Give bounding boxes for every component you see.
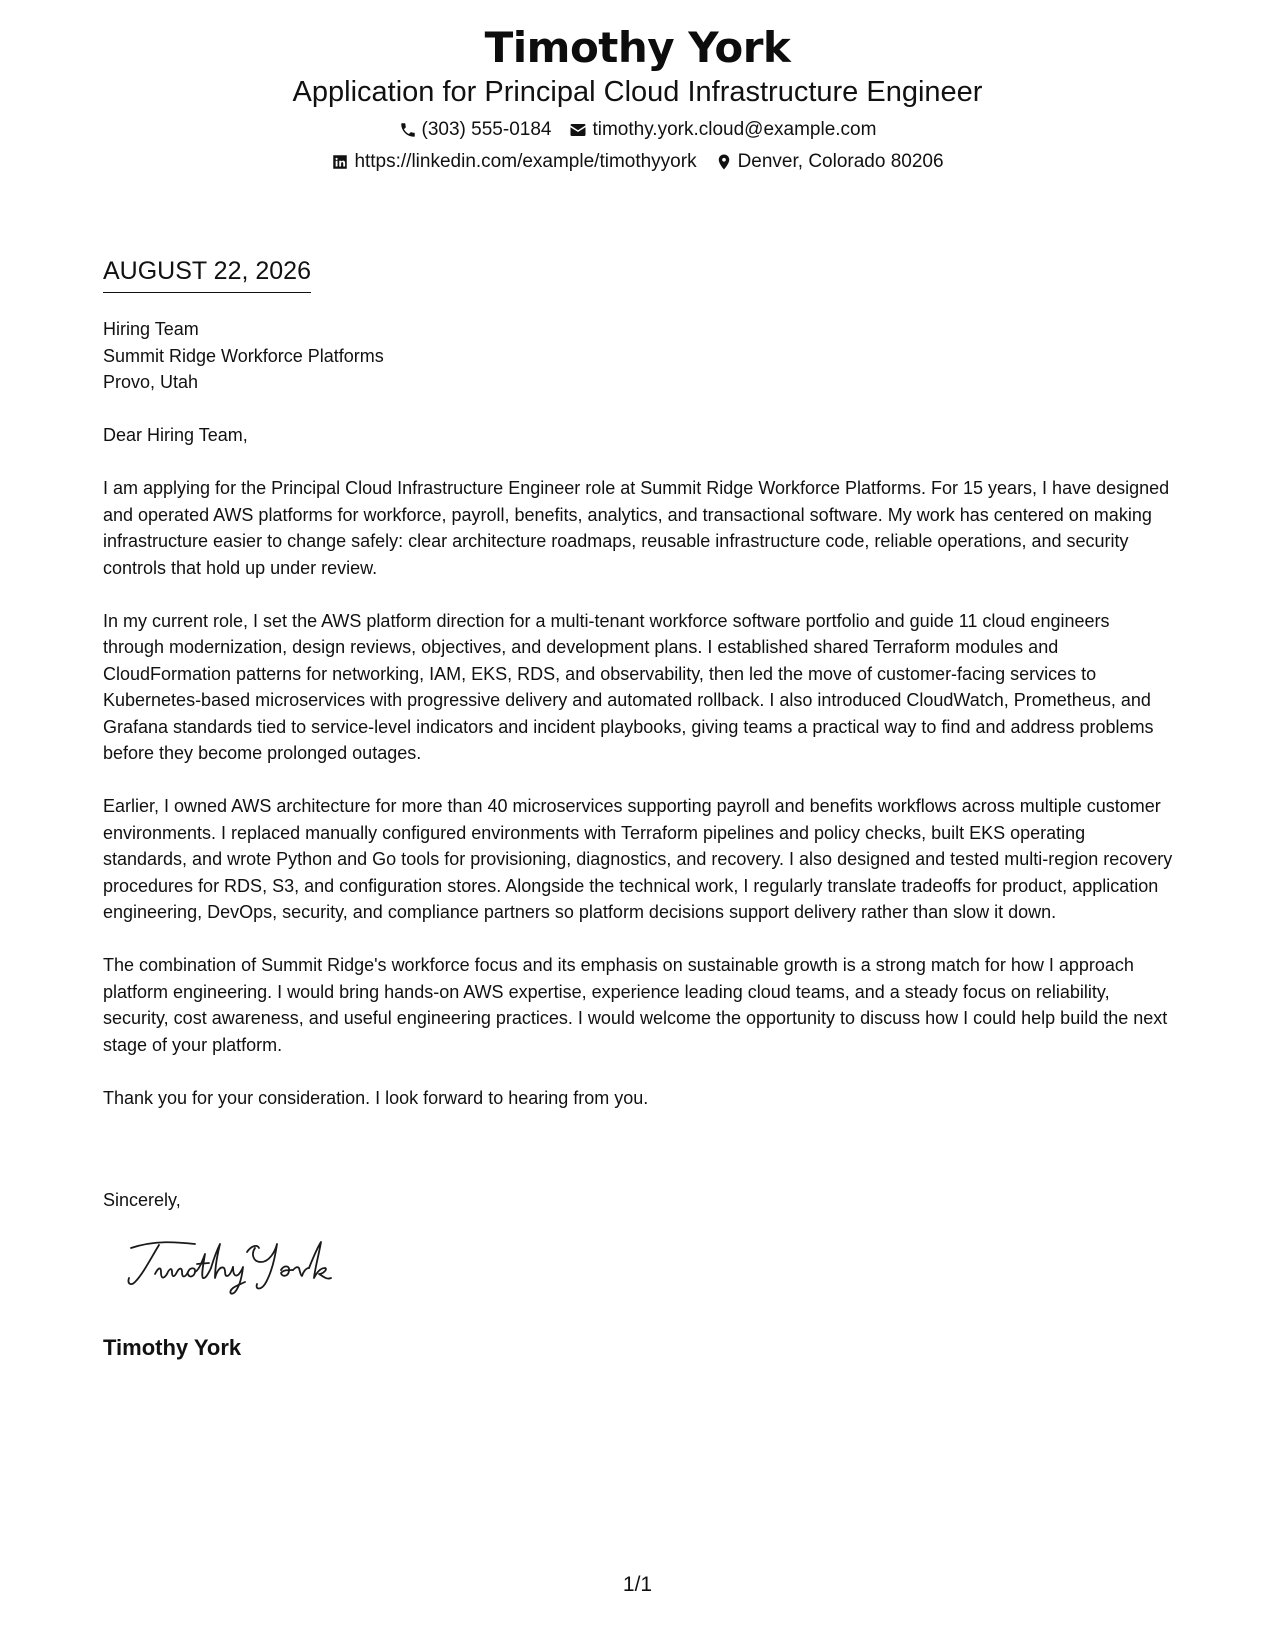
contact-line-2 [0,150,1275,174]
recipient-location: Provo, Utah [103,372,199,392]
body-paragraph: Thank you for your consideration. I look forward to hearing from you. [103,1087,649,1108]
recipient-company: Summit Ridge Workforce Platforms [103,345,384,366]
signed-name: Timothy York [103,1335,242,1360]
contact-location [715,150,944,174]
linkedin-icon [331,153,349,171]
body-paragraph: Earlier, I owned AWS architecture for more than 40 microservices supporting payroll and benefits workflows across multiple customer environments. I replaced manually configured environments with Terraform pipelines and policy checks, built EKS operating standards, and wrote Python and Go tools for provisioning, diagnostics, and recovery. I also designed and tested multi-region recovery procedures for RDS, S3, and configuration stores. Alongside the technical work, I regularly translate tradeoffs for product, application engineering, DevOps, security, and compliance partners so platform decisions support delivery rather than slow it down. [103,796,1173,922]
phone-number: (303) 555-0184 [421,119,552,140]
map-pin-icon [715,153,733,171]
contact-line-1 [0,118,1275,142]
letter-header [0,22,1275,174]
letter-body [103,475,1173,1111]
phone-icon [399,121,417,139]
application-title: Application for Principal Cloud Infrastructure Engineer [292,76,983,108]
contact-phone [399,118,552,142]
body-paragraph: The combination of Summit Ridge's workforce focus and its emphasis on sustainable growth is a strong match for how I approach platform engineering. I would bring hands-on AWS expertise, experience leading cloud teams, and a steady focus on reliability, security, cost awareness, and useful engineering practices. I would welcome the opportunity to discuss how I could help build the next stage of your platform. [103,955,1168,1055]
letter-date: AUGUST 22, 2026 [103,256,311,293]
recipient-line: Hiring Team [103,319,199,339]
envelope-icon [569,121,587,139]
body-paragraph: In my current role, I set the AWS platform direction for a multi-tenant workforce software portfolio and guide 11 cloud engineers through modernization, design reviews, objectives, and development plans. I established shared Terraform modules and CloudFormation patterns for networking, IAM, EKS, RDS, and observability, then led the move of customer-facing services to Kubernetes-based microservices with progressive delivery and automated rollback. I also introduced CloudWatch, Prometheus, and Grafana standards tied to service-level indicators and incident playbooks, giving teams a practical way to find and address problems before they become prolonged outages. [103,610,1154,763]
linkedin-url[interactable]: https://linkedin.com/example/timothyyork [354,151,697,172]
recipient-block [103,316,1173,396]
body-paragraph: I am applying for the Principal Cloud Infrastructure Engineer role at Summit Ridge Workforce Platforms. For 15 years, I have designed and operated AWS platforms for workforce, payroll, benefits, analytics, and transactional software. My work has centered on making infrastructure easier to change safely: clear architecture roadmaps, reusable infrastructure code, reliable operations, and security controls that hold up under review. [103,478,1170,578]
location-text: Denver, Colorado 80206 [737,151,944,172]
handwritten-signature [125,1234,355,1296]
page-number: 1/1 [622,1573,653,1596]
email-address[interactable]: timothy.york.cloud@example.com [592,119,877,140]
contact-linkedin[interactable] [331,150,696,174]
closing: Sincerely, [103,1190,181,1210]
applicant-name: Timothy York [484,23,791,72]
contact-email[interactable] [569,118,876,142]
salutation: Dear Hiring Team, [103,425,248,445]
